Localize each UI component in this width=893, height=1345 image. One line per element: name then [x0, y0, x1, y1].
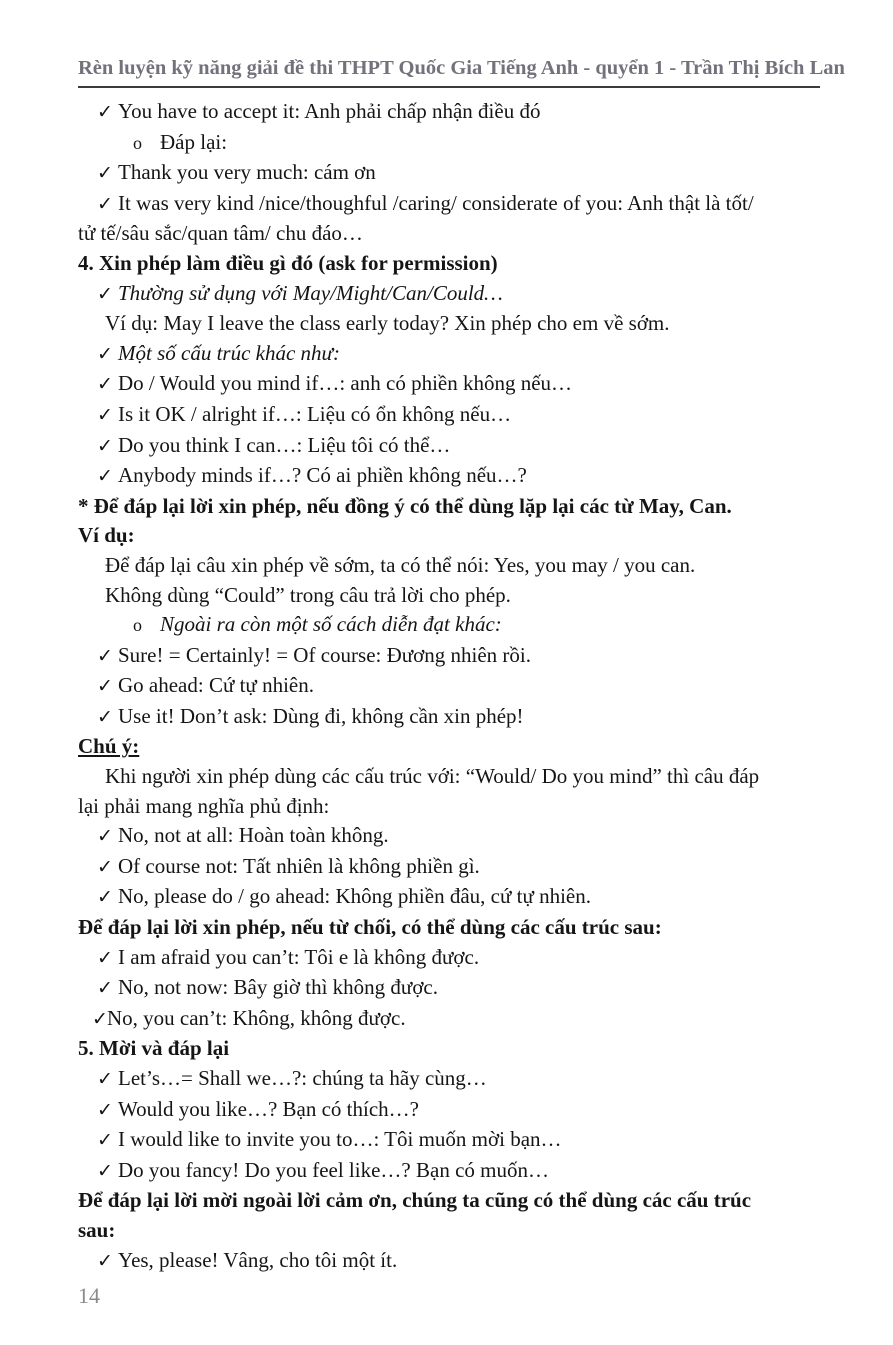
text-line	[78, 1156, 820, 1187]
line-text: Sure! = Certainly! = Of course: Đương nhiên rồi.	[118, 642, 531, 667]
text-line	[78, 821, 820, 852]
checkmark-bullet-icon: ✓	[97, 102, 113, 123]
line-text: Would you like…? Bạn có thích…?	[118, 1096, 419, 1121]
line-text: Yes, please! Vâng, cho tôi một ít.	[118, 1247, 398, 1272]
line-text: Do / Would you mind if…: anh có phiền không nếu…	[118, 371, 573, 396]
line-text: Do you fancy! Do you feel like…? Bạn có muốn…	[118, 1157, 549, 1182]
line-text: Go ahead: Cứ tự nhiên.	[118, 673, 314, 698]
checkmark-bullet-icon: ✓	[97, 676, 113, 698]
line-text: You have to accept it: Anh phải chấp nhận điều đó	[118, 99, 541, 123]
text-line	[78, 671, 820, 702]
line-text: Anybody minds if…? Có ai phiền không nếu…?	[118, 463, 527, 488]
line-text: Chú ý:	[78, 734, 140, 759]
circle-bullet-icon: o	[133, 615, 142, 636]
line-text: Một số cấu trúc khác như:	[118, 340, 340, 365]
text-line	[78, 461, 820, 492]
line-text: No, you can’t: Không, không được.	[107, 1005, 406, 1030]
text-line	[78, 1186, 820, 1216]
line-text: Đáp lại:	[160, 129, 228, 154]
circle-bullet-icon: o	[133, 132, 142, 153]
text-line	[78, 913, 820, 943]
line-text: Of course not: Tất nhiên là không phiền gì.	[118, 853, 480, 878]
checkmark-bullet-icon: ✓	[97, 856, 113, 878]
line-text: No, not now: Bây giờ thì không được.	[118, 975, 438, 1000]
checkmark-bullet-icon: ✓	[97, 193, 113, 215]
line-text: Để đáp lại lời xin phép, nếu từ chối, có thể dùng các cấu trúc sau:	[78, 915, 662, 940]
text-line	[78, 189, 820, 220]
text-line	[78, 97, 820, 128]
text-line	[78, 1004, 820, 1035]
text-line	[78, 219, 820, 249]
text-line	[78, 339, 820, 370]
line-text: I would like to invite you to…: Tôi muốn mời bạn…	[118, 1127, 562, 1152]
line-text: Không dùng “Could” trong câu trả lời cho phép.	[105, 582, 511, 607]
line-text: I am afraid you can’t: Tôi e là không được.	[118, 944, 480, 969]
checkmark-bullet-icon: ✓	[97, 978, 113, 1000]
text-line	[78, 521, 820, 551]
page-header-title: Rèn luyện kỹ năng giải đề thi THPT Quốc Gia Tiếng Anh - quyển 1 - Trần Thị Bích Lan	[78, 57, 845, 79]
checkmark-bullet-icon: ✓	[97, 1099, 113, 1121]
line-text: No, please do / go ahead: Không phiền đâu, cứ tự nhiên.	[118, 884, 591, 909]
line-text: 5. Mời và đáp lại	[78, 1036, 230, 1061]
text-line	[78, 249, 820, 279]
text-line	[78, 641, 820, 672]
checkmark-bullet-icon: ✓	[97, 466, 113, 488]
text-line	[78, 279, 820, 310]
checkmark-bullet-icon: ✓	[97, 706, 113, 728]
line-text: 4. Xin phép làm điều gì đó (ask for permission)	[78, 250, 498, 275]
line-text: Để đáp lại lời mời ngoài lời cảm ơn, chúng ta cũng có thể dùng các cấu trúc	[78, 1188, 752, 1213]
line-text: It was very kind /nice/thoughful /caring/ considerate of you: Anh thật là tốt/	[118, 190, 754, 215]
text-line	[78, 128, 820, 159]
checkmark-bullet-icon: ✓	[97, 283, 113, 305]
checkmark-bullet-icon: ✓	[97, 947, 113, 969]
line-text: Để đáp lại câu xin phép về sớm, ta có thể nói: Yes, you may / you can.	[105, 552, 696, 577]
checkmark-bullet-icon: ✓	[97, 1130, 113, 1152]
checkmark-bullet-icon: ✓	[97, 163, 113, 185]
text-line	[78, 551, 820, 581]
line-text: Do you think I can…: Liệu tôi có thể…	[118, 432, 451, 457]
text-line	[78, 610, 820, 641]
text-line	[78, 1064, 820, 1095]
line-text: Ví dụ: May I leave the class early today? Xin phép cho em về sớm.	[105, 311, 670, 336]
line-text: Let’s…= Shall we…?: chúng ta hãy cùng…	[118, 1066, 487, 1090]
checkmark-bullet-icon: ✓	[97, 826, 113, 848]
text-line	[78, 1125, 820, 1156]
line-text: Ví dụ:	[78, 523, 135, 548]
text-line	[78, 702, 820, 733]
text-line	[78, 431, 820, 462]
text-line	[78, 400, 820, 431]
line-text: No, not at all: Hoàn toàn không.	[118, 823, 389, 848]
text-line	[78, 732, 820, 762]
text-line	[78, 973, 820, 1004]
text-line	[78, 158, 820, 189]
header-divider	[78, 86, 820, 88]
text-line	[78, 852, 820, 883]
checkmark-bullet-icon: ✓	[97, 1069, 113, 1090]
checkmark-bullet-icon: ✓	[97, 645, 113, 667]
page-content	[78, 97, 820, 1276]
text-line	[78, 1095, 820, 1126]
text-line	[78, 369, 820, 400]
line-text: Is it OK / alright if…: Liệu có ổn không nếu…	[118, 401, 512, 426]
text-line	[78, 581, 820, 611]
checkmark-bullet-icon: ✓	[97, 343, 113, 365]
line-text: lại phải mang nghĩa phủ định:	[78, 793, 330, 818]
checkmark-bullet-icon: ✓	[92, 1008, 108, 1030]
text-line	[78, 1246, 820, 1277]
checkmark-bullet-icon: ✓	[97, 1160, 113, 1182]
line-text: Thường sử dụng với May/Might/Can/Could…	[118, 280, 503, 305]
text-line	[78, 762, 820, 792]
line-text: Thank you very much: cám ơn	[118, 160, 376, 185]
text-line	[78, 1034, 820, 1064]
text-line	[78, 309, 820, 339]
line-text: * Để đáp lại lời xin phép, nếu đồng ý có thể dùng lặp lại các từ May, Can.	[78, 493, 732, 518]
line-text: Ngoài ra còn một số cách diễn đạt khác:	[160, 612, 502, 637]
line-text: sau:	[78, 1217, 116, 1242]
checkmark-bullet-icon: ✓	[97, 435, 113, 457]
page-number: 14	[78, 1283, 100, 1309]
text-line	[78, 943, 820, 974]
text-line	[78, 1216, 820, 1246]
line-text: tử tế/sâu sắc/quan tâm/ chu đáo…	[78, 221, 363, 246]
text-line	[78, 882, 820, 913]
line-text: Use it! Don’t ask: Dùng đi, không cần xin phép!	[118, 703, 524, 728]
checkmark-bullet-icon: ✓	[97, 374, 113, 396]
checkmark-bullet-icon: ✓	[97, 404, 113, 426]
line-text: Khi người xin phép dùng các cấu trúc với: “Would/ Do you mind” thì câu đáp	[105, 764, 760, 789]
text-line	[78, 792, 820, 822]
checkmark-bullet-icon: ✓	[97, 1250, 113, 1272]
text-line	[78, 492, 820, 522]
checkmark-bullet-icon: ✓	[97, 887, 113, 909]
